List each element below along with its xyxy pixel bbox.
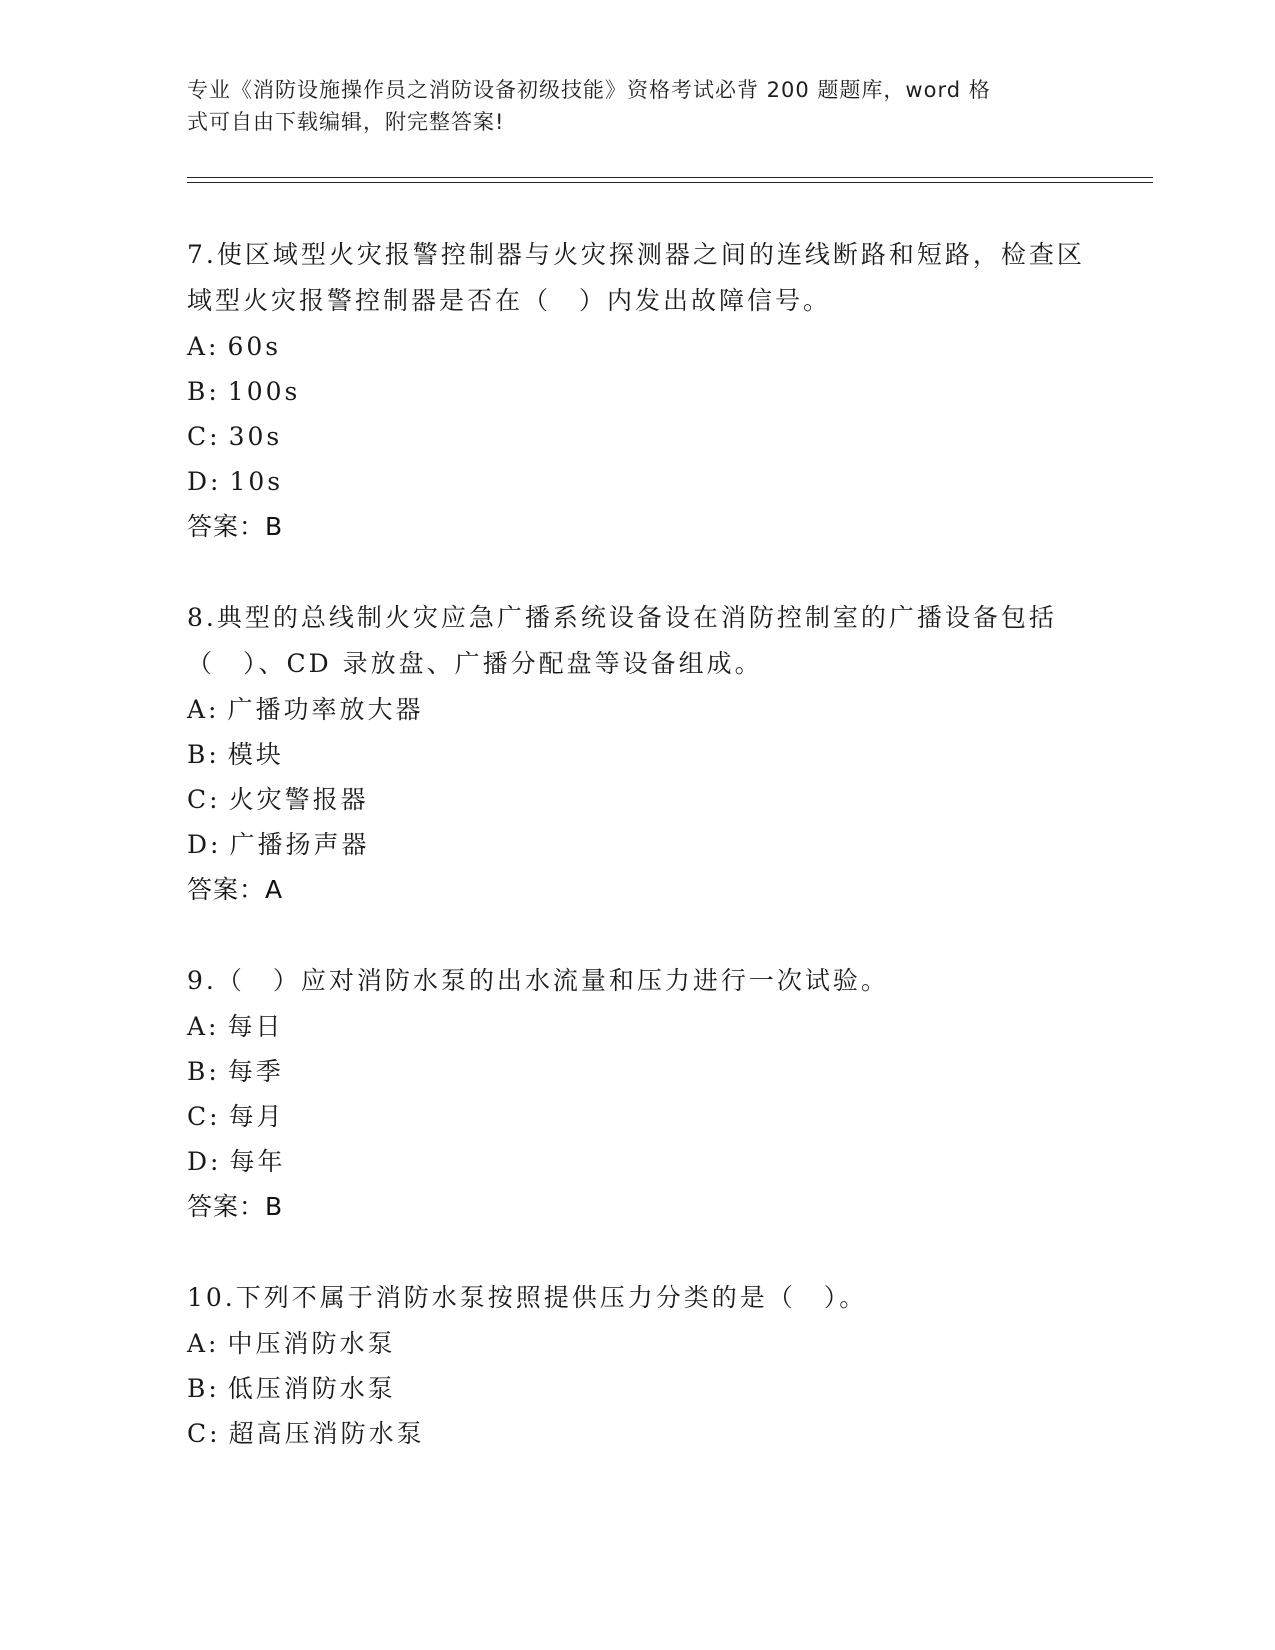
header-rule-top — [187, 177, 1153, 178]
option-letter: B: — [187, 740, 220, 769]
header-line-1: 专业《消防设施操作员之消防设备初级技能》资格考试必背 200 题题库，word 格 — [187, 78, 991, 102]
option-text: 每年 — [229, 1147, 286, 1176]
header-line-2: 式可自由下载编辑，附完整答案! — [187, 110, 505, 134]
option-letter: A: — [187, 332, 220, 361]
option-text: 超高压消防水泵 — [228, 1419, 425, 1448]
option-text: 广播扬声器 — [229, 830, 370, 859]
option-letter: D: — [187, 830, 222, 859]
answer-line: 答案：B — [187, 1192, 284, 1221]
option-letter: C: — [187, 1419, 221, 1448]
option-d — [187, 459, 1087, 504]
question-8 — [187, 595, 1087, 912]
option-b — [187, 369, 1087, 414]
option-letter: A: — [187, 1329, 220, 1358]
question-10 — [187, 1275, 1087, 1456]
option-b — [187, 732, 1087, 777]
option-text: 每日 — [227, 1012, 284, 1041]
question-7 — [187, 232, 1087, 549]
option-c — [187, 1094, 1087, 1139]
option-a — [187, 324, 1087, 369]
option-letter: B: — [187, 1374, 220, 1403]
option-c — [187, 1411, 1087, 1456]
option-letter: B: — [187, 1057, 220, 1086]
document-header — [187, 74, 1067, 138]
option-letter: D: — [187, 1147, 222, 1176]
option-letter: C: — [187, 422, 221, 451]
answer-line: 答案：B — [187, 512, 284, 541]
question-stem: 9.（ ）应对消防水泵的出水流量和压力进行一次试验。 — [187, 966, 889, 995]
option-text: 模块 — [227, 740, 284, 769]
option-d — [187, 822, 1087, 867]
option-letter: C: — [187, 785, 221, 814]
header-rule-bottom — [187, 182, 1153, 183]
option-letter: A: — [187, 1012, 220, 1041]
option-letter: C: — [187, 1102, 221, 1131]
answer-line: 答案：A — [187, 875, 284, 904]
option-a — [187, 1321, 1087, 1366]
option-text: 火灾警报器 — [228, 785, 369, 814]
question-9 — [187, 958, 1087, 1229]
option-a — [187, 687, 1087, 732]
option-a — [187, 1004, 1087, 1049]
option-d — [187, 1139, 1087, 1184]
option-text: 100s — [227, 377, 301, 406]
option-text: 10s — [229, 467, 284, 496]
option-text: 低压消防水泵 — [227, 1374, 396, 1403]
question-stem: 10.下列不属于消防水泵按照提供压力分类的是（ ）。 — [187, 1283, 868, 1312]
option-text: 每月 — [228, 1102, 285, 1131]
option-text: 60s — [227, 332, 282, 361]
option-text: 每季 — [227, 1057, 284, 1086]
option-b — [187, 1366, 1087, 1411]
option-b — [187, 1049, 1087, 1094]
question-list — [187, 232, 1087, 1502]
option-letter: B: — [187, 377, 220, 406]
question-stem: 7.使区域型火灾报警控制器与火灾探测器之间的连线断路和短路，检查区域型火灾报警控制器是否在（ ）内发出故障信号。 — [187, 240, 1085, 315]
option-letter: A: — [187, 695, 220, 724]
option-c — [187, 414, 1087, 459]
option-letter: D: — [187, 467, 222, 496]
option-text: 中压消防水泵 — [227, 1329, 396, 1358]
question-stem: 8.典型的总线制火灾应急广播系统设备设在消防控制室的广播设备包括（ ）、CD 录放盘、广播分配盘等设备组成。 — [187, 603, 1057, 678]
option-text: 广播功率放大器 — [227, 695, 424, 724]
option-c — [187, 777, 1087, 822]
option-text: 30s — [228, 422, 283, 451]
